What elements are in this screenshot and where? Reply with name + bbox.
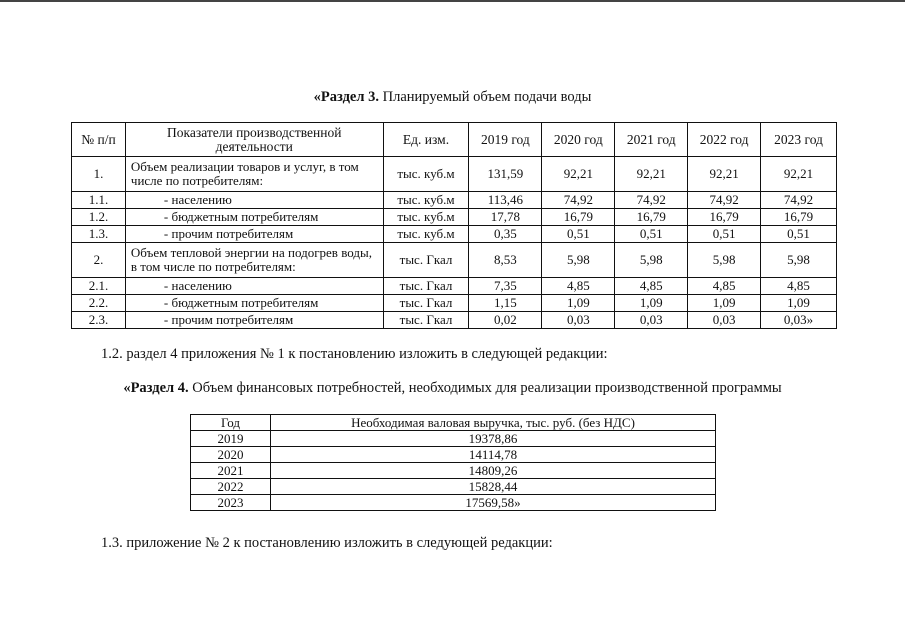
section-4-title-text: Объем финансовых потребностей, необходимых для реализации производственной программы: [188, 380, 782, 396]
value-cell: 0,03: [542, 312, 615, 329]
revenue-cell: 17569,58»: [271, 495, 716, 511]
revenue-cell: 15828,44: [271, 479, 716, 495]
row-number: 1.3.: [72, 226, 126, 243]
table-row: [72, 157, 837, 192]
value-cell: 5,98: [542, 243, 615, 278]
header-cell: Ед. изм.: [383, 123, 469, 157]
value-cell: 74,92: [688, 192, 761, 209]
header-cell: Показатели производственной деятельности: [125, 123, 383, 157]
value-cell: 16,79: [688, 209, 761, 226]
header-cell: 2020 год: [542, 123, 615, 157]
table-row: [191, 463, 716, 479]
value-cell: 92,21: [615, 157, 688, 192]
section-3-title-text: Планируемый объем подачи воды: [378, 89, 592, 105]
indicator-name: - бюджетным потребителям: [125, 209, 383, 226]
revenue-cell: 19378,86: [271, 431, 716, 447]
unit-cell: тыс. Гкал: [383, 243, 469, 278]
value-cell: 4,85: [542, 278, 615, 295]
value-cell: 0,35: [469, 226, 542, 243]
value-cell: 1,09: [615, 295, 688, 312]
row-number: 1.2.: [72, 209, 126, 226]
table-header-row: [72, 123, 837, 157]
unit-cell: тыс. куб.м: [383, 192, 469, 209]
row-number: 2.2.: [72, 295, 126, 312]
indicator-name: - бюджетным потребителям: [125, 295, 383, 312]
row-number: 2.: [72, 243, 126, 278]
revenue-cell: 14114,78: [271, 447, 716, 463]
section-4-title-bold: «Раздел 4.: [123, 380, 189, 396]
header-cell: Год: [191, 415, 271, 431]
table-row: [191, 479, 716, 495]
paragraph-1-2: 1.2. раздел 4 приложения № 1 к постановлению изложить в следующей редакции:: [101, 346, 608, 362]
table-row: [191, 447, 716, 463]
value-cell: 0,51: [761, 226, 837, 243]
year-cell: 2020: [191, 447, 271, 463]
section-3-title: [0, 89, 905, 106]
value-cell: 0,03: [688, 312, 761, 329]
table-row: [72, 243, 837, 278]
header-cell: № п/п: [72, 123, 126, 157]
value-cell: 8,53: [469, 243, 542, 278]
unit-cell: тыс. Гкал: [383, 312, 469, 329]
value-cell: 5,98: [615, 243, 688, 278]
value-cell: 4,85: [688, 278, 761, 295]
indicator-name: - населению: [125, 192, 383, 209]
value-cell: 1,09: [688, 295, 761, 312]
value-cell: 0,51: [542, 226, 615, 243]
header-cell: 2019 год: [469, 123, 542, 157]
value-cell: 92,21: [761, 157, 837, 192]
value-cell: 74,92: [615, 192, 688, 209]
value-cell: 1,15: [469, 295, 542, 312]
value-cell: 5,98: [761, 243, 837, 278]
value-cell: 1,09: [542, 295, 615, 312]
unit-cell: тыс. куб.м: [383, 226, 469, 243]
value-cell: 92,21: [688, 157, 761, 192]
table-row: [72, 226, 837, 243]
value-cell: 1,09: [761, 295, 837, 312]
value-cell: 0,51: [688, 226, 761, 243]
header-cell: 2021 год: [615, 123, 688, 157]
indicator-name: - населению: [125, 278, 383, 295]
year-cell: 2022: [191, 479, 271, 495]
table-row: [72, 295, 837, 312]
value-cell: 0,03»: [761, 312, 837, 329]
year-cell: 2021: [191, 463, 271, 479]
value-cell: 113,46: [469, 192, 542, 209]
section-4-title: [0, 380, 905, 397]
value-cell: 16,79: [761, 209, 837, 226]
value-cell: 4,85: [615, 278, 688, 295]
revenue-cell: 14809,26: [271, 463, 716, 479]
unit-cell: тыс. Гкал: [383, 295, 469, 312]
year-cell: 2023: [191, 495, 271, 511]
unit-cell: тыс. куб.м: [383, 157, 469, 192]
section-3-title-bold: «Раздел 3.: [313, 89, 379, 105]
unit-cell: тыс. куб.м: [383, 209, 469, 226]
indicator-name: Объем реализации товаров и услуг, в том числе по потребителям:: [125, 157, 383, 192]
value-cell: 16,79: [615, 209, 688, 226]
indicator-name: Объем тепловой энергии на подогрев воды, в том числе по потребителям:: [125, 243, 383, 278]
unit-cell: тыс. Гкал: [383, 278, 469, 295]
value-cell: 92,21: [542, 157, 615, 192]
value-cell: 0,03: [615, 312, 688, 329]
value-cell: 0,51: [615, 226, 688, 243]
financial-needs-table: [190, 414, 716, 511]
value-cell: 74,92: [542, 192, 615, 209]
table-header-row: [191, 415, 716, 431]
value-cell: 17,78: [469, 209, 542, 226]
value-cell: 4,85: [761, 278, 837, 295]
row-number: 2.1.: [72, 278, 126, 295]
row-number: 1.1.: [72, 192, 126, 209]
value-cell: 7,35: [469, 278, 542, 295]
top-border-line: [0, 0, 905, 2]
header-cell: 2022 год: [688, 123, 761, 157]
row-number: 1.: [72, 157, 126, 192]
table-row: [72, 312, 837, 329]
header-cell: Необходимая валовая выручка, тыс. руб. (без НДС): [271, 415, 716, 431]
indicator-name: - прочим потребителям: [125, 226, 383, 243]
indicator-name: - прочим потребителям: [125, 312, 383, 329]
value-cell: 74,92: [761, 192, 837, 209]
table-row: [191, 431, 716, 447]
value-cell: 5,98: [688, 243, 761, 278]
value-cell: 131,59: [469, 157, 542, 192]
value-cell: 0,02: [469, 312, 542, 329]
row-number: 2.3.: [72, 312, 126, 329]
table-row: [72, 278, 837, 295]
table-row: [191, 495, 716, 511]
table-row: [72, 192, 837, 209]
header-cell: 2023 год: [761, 123, 837, 157]
value-cell: 16,79: [542, 209, 615, 226]
year-cell: 2019: [191, 431, 271, 447]
paragraph-1-3: 1.3. приложение № 2 к постановлению изложить в следующей редакции:: [101, 535, 553, 551]
water-supply-table: [71, 122, 837, 329]
table-row: [72, 209, 837, 226]
